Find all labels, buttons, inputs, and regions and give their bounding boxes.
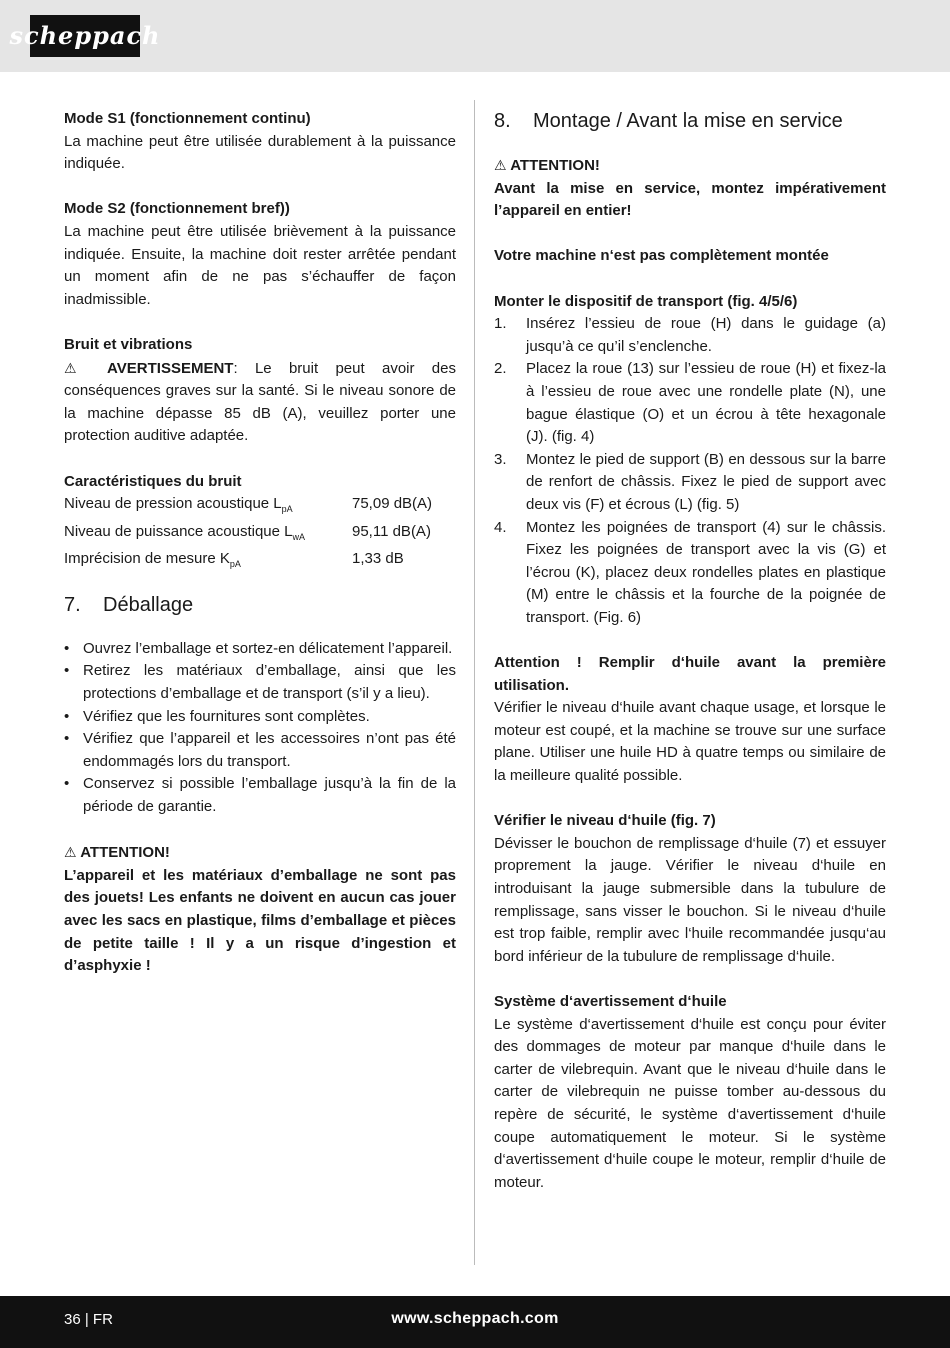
step-number: 3. — [494, 450, 507, 468]
list-item — [494, 517, 886, 630]
attention-label: ATTENTION! — [80, 844, 170, 862]
page-header — [0, 0, 950, 72]
right-column — [494, 108, 886, 1194]
step-number: 4. — [494, 518, 507, 536]
noise-warning-text: : Le bruit peut avoir des conséquences graves sur la santé. Si le niveau sonore de la machine dépasse 85 dB (A), veuillez porter une protection auditive adaptée. — [64, 359, 456, 445]
spec-value: 95,11 dB(A) — [352, 522, 431, 540]
warning-icon: ⚠ — [64, 844, 77, 861]
spec-label: Niveau de puissance acoustique L — [64, 522, 293, 540]
attention-label: ATTENTION! — [510, 157, 600, 174]
step-text: Montez les poignées de transport (4) sur le châssis. Fixez les poignées de transport avec la vis (G) et l’écrou (K), placez deux rondelles plates en plastique (M) entre le châssis et la fourche de la poignée de transport. (Fig. 6) — [526, 518, 886, 626]
warning-icon: ⚠ — [494, 157, 507, 173]
list-item: • Vérifiez que les fournitures sont complètes. — [64, 706, 456, 729]
spec-row — [64, 493, 456, 521]
spec-sub: pA — [229, 559, 241, 570]
check-oil-title: Vérifier le niveau d‘huile (fig. 7) — [494, 812, 716, 830]
section-7-number: 7. — [64, 593, 81, 616]
spec-value: 75,09 dB(A) — [352, 495, 433, 513]
noise-warning-label: AVERTISSEMENT — [107, 359, 234, 377]
list-item: • Conservez si possible l’emballage jusqu’à la fin de la période de garantie. — [64, 773, 456, 818]
scheppach-logo: scheppach — [30, 15, 140, 57]
transport-title: Monter le dispositif de transport (fig. 4/5/6) — [494, 292, 798, 310]
list-item — [494, 358, 886, 448]
step-text: Montez le pied de support (B) en dessous sur la barre de renfort de châssis. Fixez le pied de support avec deux vis (F) et écrous (L) (fig. 5) — [526, 450, 886, 513]
list-item: • Vérifiez que l’appareil et les accessoires n’ont pas été endommagés lors du transport. — [64, 728, 456, 773]
oil-warning-system-text: Le système d‘avertissement d‘huile est conçu pour éviter des dommages de moteur par manque d‘huile dans le carter de vilebrequin. Avant que le niveau d‘huile dans le carter de vilebrequin ne puisse tomber au-dessous du repère de sécurité, le système d‘avertissement d‘huile coupe automatiquement le moteur. Si le système d‘avertissement d‘huile coupe le moteur, remplir d‘huile de moteur. — [494, 1015, 886, 1191]
attention-text: Avant la mise en service, montez impérativement l’appareil en entier! — [494, 179, 886, 220]
page-number: 36 | FR — [64, 1311, 113, 1328]
section-8-heading — [494, 108, 886, 134]
section-8-number: 8. — [494, 110, 511, 132]
noise-warning — [64, 357, 456, 448]
specs-title: Caractéristiques du bruit — [64, 472, 242, 490]
noise-title: Bruit et vibrations — [64, 335, 193, 353]
s1-title: Mode S1 (fonctionnement continu) — [64, 110, 311, 127]
step-number: 1. — [494, 315, 507, 333]
spec-label: Imprécision de mesure K — [64, 550, 230, 568]
section-8-title: Montage / Avant la mise en service — [533, 110, 843, 132]
column-divider — [474, 100, 475, 1265]
spec-label: Niveau de pression acoustique L — [64, 495, 282, 513]
section-7-heading — [64, 592, 456, 618]
spec-row — [64, 548, 456, 576]
s1-text: La machine peut être utilisée durablement à la puissance indiquée. — [64, 132, 456, 173]
attention-heading — [494, 154, 886, 178]
list-item — [494, 449, 886, 517]
attention-text: L’appareil et les matériaux d’emballage ne sont pas des jouets! Les enfants ne doivent en aucun cas jouer avec les sacs en plastique, films d’emballage et pièces de petite taille ! Il y a un risque d’ingestion et d’asphyxie ! — [64, 866, 456, 975]
step-text: Insérez l’essieu de roue (H) dans le guidage (a) jusqu’à ce qu’il s’enclenche. — [526, 315, 886, 355]
page-footer — [0, 1296, 950, 1348]
check-oil-text: Dévisser le bouchon de remplissage d‘huile (7) et essuyer proprement la jauge. Vérifier le niveau d‘huile en introduisant la jauge submersible dans la tubulure de remplissage, sans visser le bouchon. Si le niveau d‘huile est trop faible, remplir avec l‘huile recommandée jusqu‘au bord inférieur de la tubulure de remplissage d‘huile. — [494, 834, 886, 965]
left-column — [64, 108, 456, 978]
step-text: Placez la roue (13) sur l’essieu de roue (H) et fixez-la à l’essieu de roue avec une rondelle plate (N), une bague élastique (O) et un écrou à tête hexagonale (J). (fig. 4) — [526, 360, 886, 446]
warning-icon: ⚠ — [64, 359, 90, 376]
not-assembled-note: Votre machine n‘est pas complètement montée — [494, 247, 829, 265]
step-number: 2. — [494, 360, 507, 378]
oil-text: Vérifier le niveau d‘huile avant chaque usage, et lorsque le moteur est coupé, et la machine se trouve sur une surface plane. Utiliser une huile HD à quatre temps ou similaire de la meilleure qualité possible. — [494, 699, 886, 785]
transport-steps — [494, 313, 886, 629]
website-link[interactable]: www.scheppach.com — [391, 1310, 559, 1327]
list-item: • Ouvrez l’emballage et sortez-en délicatement l’appareil. — [64, 638, 456, 661]
oil-title: Attention ! Remplir d‘huile avant la première utilisation. — [494, 654, 886, 694]
oil-warning-system-title: Système d‘avertissement d‘huile — [494, 992, 727, 1010]
list-item: • Retirez les matériaux d’emballage, ainsi que les protections d’emballage et de transport (s’il y a lieu). — [64, 660, 456, 705]
attention-heading — [64, 841, 456, 865]
spec-row — [64, 521, 456, 549]
section-7-title: Déballage — [103, 593, 194, 616]
s2-title: Mode S2 (fonctionnement bref)) — [64, 200, 290, 218]
s2-text: La machine peut être utilisée brièvement à la puissance indiquée. Ensuite, la machine doit rester arrêtée pendant un moment afin de ne pas s’échauffer de façon inadmissible. — [64, 222, 456, 308]
unpacking-list — [64, 638, 456, 819]
list-item — [494, 313, 886, 358]
spec-sub: pA — [281, 504, 293, 515]
spec-value: 1,33 dB — [352, 550, 404, 568]
spec-sub: wA — [292, 531, 306, 542]
